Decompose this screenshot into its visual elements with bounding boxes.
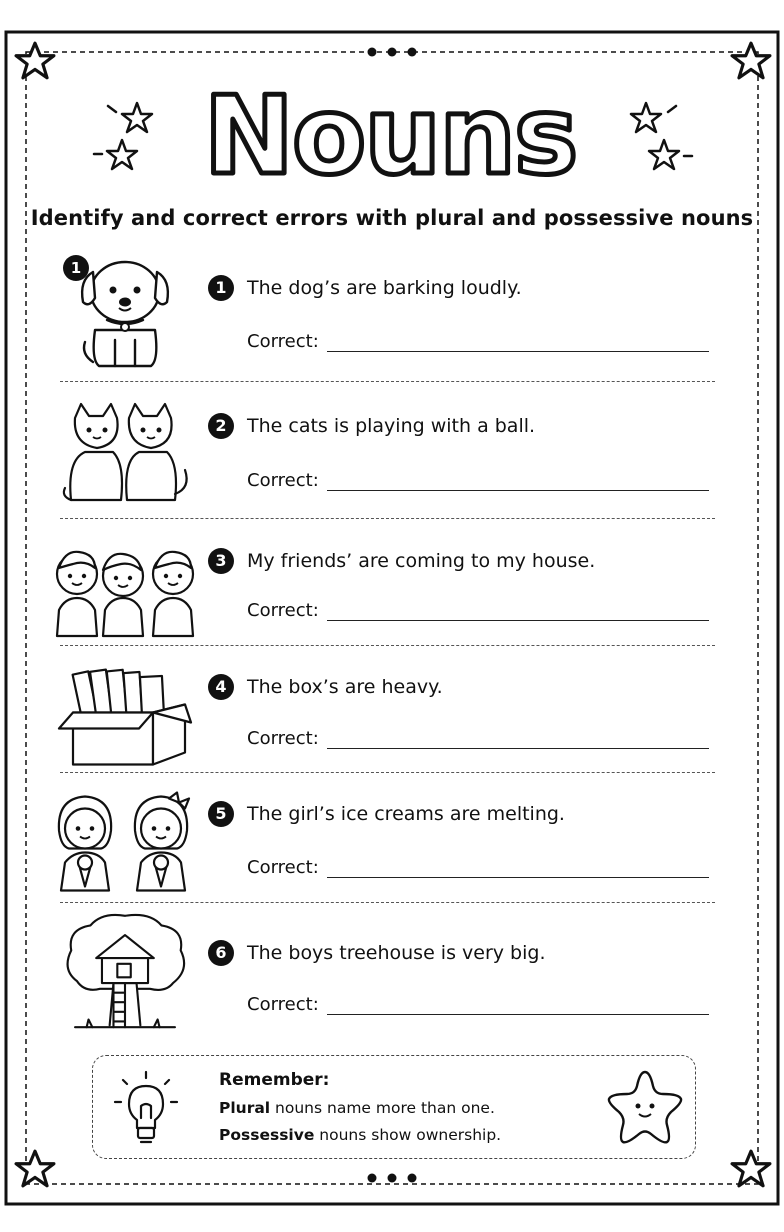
corner-star-icon bbox=[14, 40, 56, 82]
item-number-badge: 6 bbox=[208, 940, 234, 966]
remember-box bbox=[92, 1055, 696, 1159]
section-divider bbox=[60, 645, 715, 646]
answer-line[interactable] bbox=[327, 620, 709, 621]
item-sentence: The box’s are heavy. bbox=[247, 676, 443, 698]
corner-badge: 1 bbox=[63, 255, 89, 281]
correct-label: Correct: bbox=[247, 331, 319, 352]
title-stars-left-icon bbox=[90, 98, 170, 183]
section-divider bbox=[60, 381, 715, 382]
item-number-badge: 1 bbox=[208, 275, 234, 301]
correct-label: Correct: bbox=[247, 857, 319, 878]
answer-line[interactable] bbox=[327, 1014, 709, 1015]
remember-plural-line: Plural nouns name more than one. bbox=[219, 1099, 495, 1117]
corner-star-icon bbox=[730, 40, 772, 82]
smiling-star-icon bbox=[605, 1068, 685, 1146]
exercise-item bbox=[55, 250, 735, 375]
treehouse-icon bbox=[55, 912, 195, 1032]
exercise-item bbox=[55, 783, 735, 893]
item-number-badge: 4 bbox=[208, 674, 234, 700]
corner-star-icon bbox=[14, 1148, 56, 1190]
title-stars-right-icon bbox=[618, 98, 698, 183]
lightbulb-icon bbox=[111, 1070, 181, 1148]
item-number-badge: 2 bbox=[208, 413, 234, 439]
answer-line[interactable] bbox=[327, 877, 709, 878]
correct-label: Correct: bbox=[247, 728, 319, 749]
item-sentence: The dog’s are barking loudly. bbox=[247, 277, 522, 299]
section-divider bbox=[60, 518, 715, 519]
two-girls-ice-cream-icon bbox=[55, 783, 195, 903]
item-sentence: The boys treehouse is very big. bbox=[247, 942, 546, 964]
item-number-badge: 5 bbox=[208, 801, 234, 827]
answer-line[interactable] bbox=[327, 748, 709, 749]
page-title bbox=[170, 70, 610, 200]
answer-line[interactable] bbox=[327, 490, 709, 491]
correct-label: Correct: bbox=[247, 994, 319, 1015]
item-sentence: The girl’s ice creams are melting. bbox=[247, 803, 565, 825]
box-of-books-icon bbox=[55, 657, 195, 777]
three-friends-icon bbox=[55, 532, 195, 652]
item-sentence: My friends’ are coming to my house. bbox=[247, 550, 596, 572]
exercise-item bbox=[55, 532, 735, 637]
two-cats-icon bbox=[55, 395, 195, 515]
svg-text:Nouns: Nouns bbox=[203, 74, 577, 199]
item-number-badge: 3 bbox=[208, 548, 234, 574]
section-divider bbox=[60, 772, 715, 773]
exercise-item bbox=[55, 395, 735, 505]
section-divider bbox=[60, 902, 715, 903]
item-sentence: The cats is playing with a ball. bbox=[247, 415, 536, 437]
dog-icon bbox=[55, 250, 195, 370]
corner-star-icon bbox=[730, 1148, 772, 1190]
exercise-item bbox=[55, 912, 735, 1037]
exercise-item bbox=[55, 657, 735, 762]
correct-label: Correct: bbox=[247, 470, 319, 491]
answer-line[interactable] bbox=[327, 351, 709, 352]
remember-possessive-line: Possessive nouns show ownership. bbox=[219, 1126, 502, 1144]
remember-title: Remember: bbox=[219, 1070, 330, 1090]
correct-label: Correct: bbox=[247, 600, 319, 621]
page-subtitle: Identify and correct errors with plural and possessive nouns bbox=[30, 206, 754, 230]
